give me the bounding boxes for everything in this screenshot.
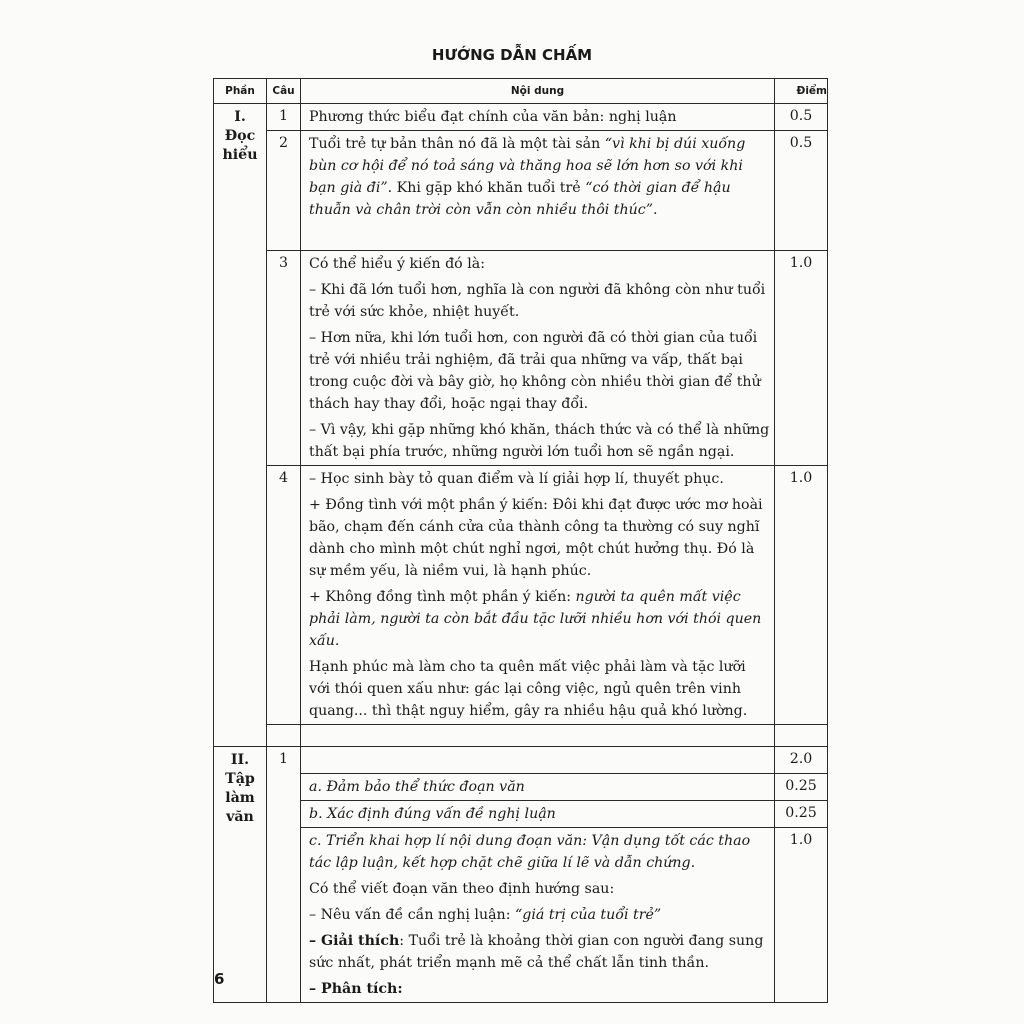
- table-row: [214, 466, 828, 725]
- question-number: 4: [267, 466, 301, 725]
- question-number: 3: [267, 251, 301, 466]
- header-noidung: Nội dung: [301, 79, 775, 104]
- grading-table: [213, 78, 828, 1003]
- table-row: [214, 801, 828, 828]
- table-row: [214, 251, 828, 466]
- answer-content: a. Đảm bảo thể thức đoạn văn: [301, 774, 775, 801]
- page-number: 6: [214, 970, 225, 988]
- score: 1.0: [775, 828, 828, 1003]
- score: 1.0: [775, 466, 828, 725]
- answer-content: b. Xác định đúng vấn đề nghị luận: [301, 801, 775, 828]
- question-number: 2: [267, 131, 301, 251]
- spacer-row: [214, 725, 828, 747]
- section-2-number: II.: [230, 752, 250, 768]
- table-row: [214, 828, 828, 1003]
- score: 1.0: [775, 251, 828, 466]
- section-1-title-line: Đọc: [224, 128, 256, 144]
- score: 0.25: [775, 774, 828, 801]
- section-2-label: [214, 747, 267, 1003]
- answer-content: c. Triển khai hợp lí nội dung đoạn văn: Vận dụng tốt các thao tác lập luận, kết hợp chặt chẽ giữa lí lẽ và dẫn chứng. Có thể viết đoạn văn theo định hướng sau: – Nêu vấn đề cần nghị luận: “giá trị của tuổi trẻ” – Giải thích: Tuổi trẻ là khoảng thời gian con người đang sung sức nhất, phát triển mạnh mẽ cả thể chất lẫn tinh thần. – Phân tích:: [301, 828, 775, 1003]
- table-row: [214, 774, 828, 801]
- header-diem: Điểm: [775, 79, 828, 104]
- header-phan: Phần: [214, 79, 267, 104]
- answer-content: [301, 747, 775, 774]
- header-cau: Câu: [267, 79, 301, 104]
- answer-content: – Học sinh bày tỏ quan điểm và lí giải hợp lí, thuyết phục. + Đồng tình với một phần ý kiến: Đôi khi đạt được ước mơ hoài bão, chạm đến cánh cửa của thành công ta thường có suy nghĩ dành cho mình một chút nghỉ ngơi, một chút hưởng thụ. Đó là sự mềm yếu, là niềm vui, là hạnh phúc. + Không đồng tình một phần ý kiến: người ta quên mất việc phải làm, người ta còn bắt đầu tặc lưỡi nhiều hơn với thói quen xấu. Hạnh phúc mà làm cho ta quên mất việc phải làm và tặc lưỡi với thói quen xấu như: gác lại công việc, ngủ quên trên vinh quang... thì thật nguy hiểm, gây ra nhiều hậu quả khó lường.: [301, 466, 775, 725]
- section-2-title-line: Tập: [225, 771, 255, 787]
- section-1-title-line: hiểu: [222, 147, 258, 163]
- question-number: 1: [267, 104, 301, 131]
- table-row: [214, 747, 828, 774]
- table-row: [214, 131, 828, 251]
- header-row: [214, 79, 828, 104]
- question-number: 1: [267, 747, 301, 1003]
- answer-content: Phương thức biểu đạt chính của văn bản: nghị luận: [301, 104, 775, 131]
- page-title: HƯỚNG DẪN CHẤM: [431, 46, 593, 64]
- answer-content: Tuổi trẻ tự bản thân nó đã là một tài sản “vì khi bị dúi xuống bùn cơ hội để nó toả sáng và thăng hoa sẽ lớn hơn so với khi bạn già đi”. Khi gặp khó khăn tuổi trẻ “có thời gian để hậu thuẫn và chân trời còn vẫn còn nhiều thôi thúc”.: [301, 131, 775, 251]
- score: 0.25: [775, 801, 828, 828]
- answer-content: Có thể hiểu ý kiến đó là: – Khi đã lớn tuổi hơn, nghĩa là con người đã không còn như tuổi trẻ với sức khỏe, nhiệt huyết. – Hơn nữa, khi lớn tuổi hơn, con người đã có thời gian của tuổi trẻ với nhiều trải nghiệm, đã trải qua những va vấp, thất bại trong cuộc đời và bây giờ, họ không còn nhiều thời gian để thử thách hay thay đổi, hoặc ngại thay đổi. – Vì vậy, khi gặp những khó khăn, thách thức và có thể là những thất bại phía trước, những người lớn tuổi hơn sẽ ngần ngại.: [301, 251, 775, 466]
- score: 0.5: [775, 131, 828, 251]
- section-2-title-line: văn: [226, 809, 254, 825]
- section-1-label: [214, 104, 267, 747]
- score: 0.5: [775, 104, 828, 131]
- table-row: [214, 104, 828, 131]
- score: 2.0: [775, 747, 828, 774]
- section-1-number: I.: [234, 109, 246, 125]
- section-2-title-line: làm: [225, 790, 255, 806]
